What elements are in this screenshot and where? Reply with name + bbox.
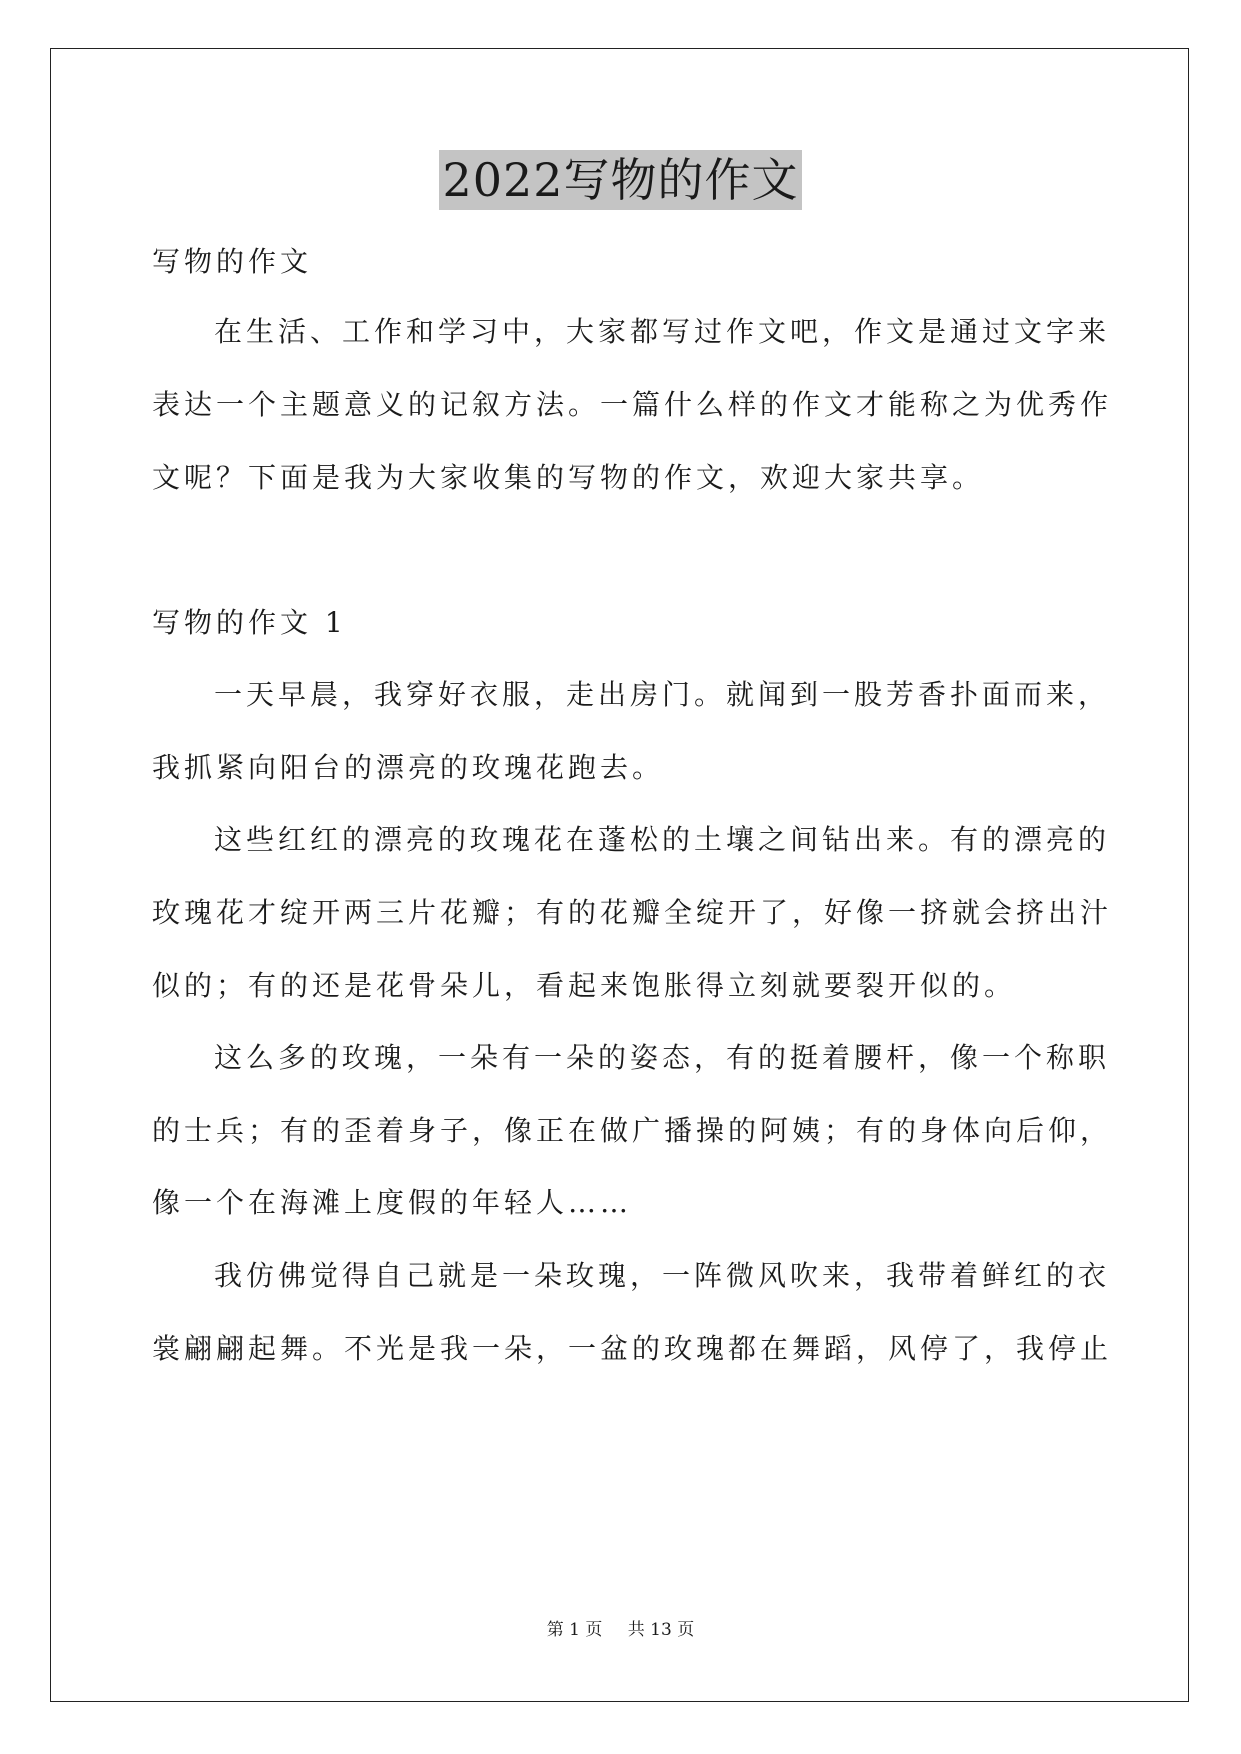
page-border <box>50 48 1189 1702</box>
paragraph-line: 我抓紧向阳台的漂亮的玫瑰花跑去。 <box>152 751 665 784</box>
paragraph-line: 这些红红的漂亮的玫瑰花在蓬松的土壤之间钻出来。有的漂亮的 <box>214 823 1111 856</box>
paragraph-line: 玫瑰花才绽开两三片花瓣；有的花瓣全绽开了，好像一挤就会挤出汁 <box>152 896 1113 929</box>
paragraph-line: 似的；有的还是花骨朵儿，看起来饱胀得立刻就要裂开似的。 <box>152 969 1017 1002</box>
paragraph-line: 在生活、工作和学习中，大家都写过作文吧，作文是通过文字来 <box>214 315 1111 348</box>
paragraph-line: 的士兵；有的歪着身子，像正在做广播操的阿姨；有的身体向后仰， <box>152 1114 1113 1147</box>
paragraph-line: 裳翩翩起舞。不光是我一朵，一盆的玫瑰都在舞蹈，风停了，我停止 <box>152 1332 1113 1365</box>
page-number: 第 1 页 <box>546 1620 603 1640</box>
document-title <box>0 150 1241 210</box>
section-heading: 写物的作文 1 <box>152 606 347 639</box>
paragraph-line: 文呢？下面是我为大家收集的写物的作文，欢迎大家共享。 <box>152 461 985 494</box>
document-title-text: 2022写物的作文 <box>439 150 801 210</box>
page-footer <box>0 1615 1241 1640</box>
section-heading: 写物的作文 <box>152 245 313 278</box>
paragraph-line: 表达一个主题意义的记叙方法。一篇什么样的作文才能称之为优秀作 <box>152 388 1113 421</box>
paragraph-line: 像一个在海滩上度假的年轻人…… <box>152 1186 633 1219</box>
paragraph-line: 一天早晨，我穿好衣服，走出房门。就闻到一股芳香扑面而来， <box>214 678 1111 711</box>
page-total: 共 13 页 <box>627 1620 695 1640</box>
paragraph-line: 这么多的玫瑰，一朵有一朵的姿态，有的挺着腰杆，像一个称职 <box>214 1041 1111 1074</box>
paragraph-line: 我仿佛觉得自己就是一朵玫瑰，一阵微风吹来，我带着鲜红的衣 <box>214 1259 1111 1292</box>
